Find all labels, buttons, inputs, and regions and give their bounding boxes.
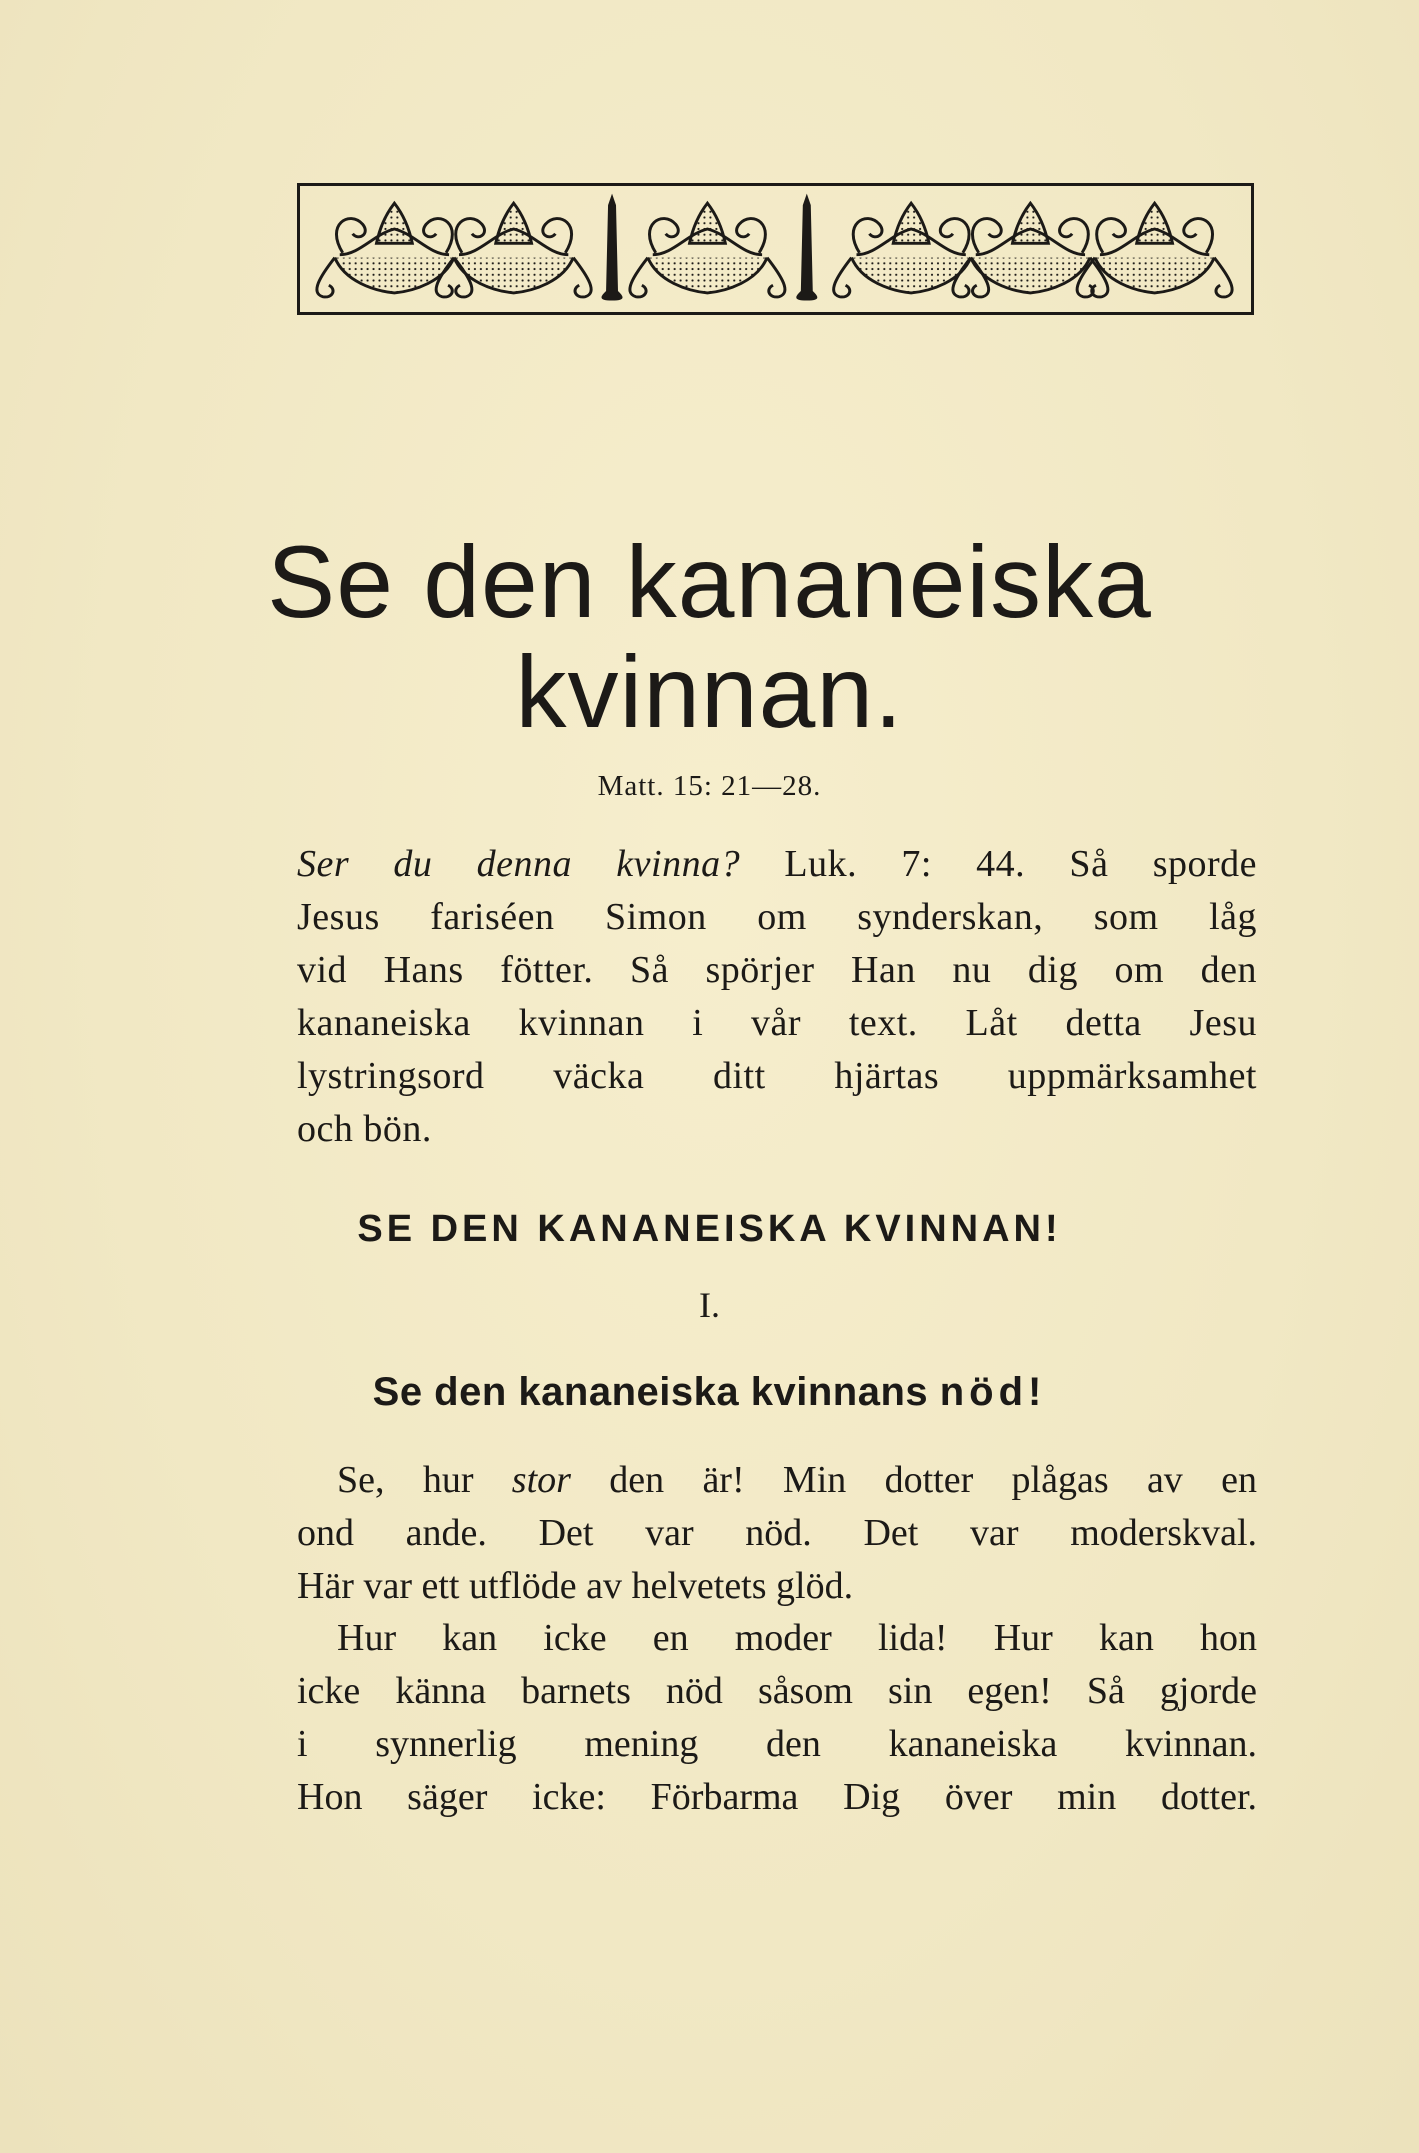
text-line: Hon säger icke: Förbarma Dig över min dotter. (297, 1776, 1257, 1818)
text-line: vid Hans fötter. Så spörjer Han nu dig om den (297, 949, 1257, 991)
text-span: den är! Min dotter plågas av en (570, 1459, 1257, 1501)
lotus-ornament-icon (300, 186, 1251, 312)
ornament-band (297, 183, 1254, 315)
italic-question: Ser du denna kvinna? (297, 843, 741, 885)
text-line (297, 838, 1257, 891)
text-line: Hur kan icke en moder lida! Hur kan hon (337, 1617, 1257, 1659)
subheading-main: Se den kananeiska kvinnans (372, 1370, 940, 1414)
text-span: Se, hur (337, 1459, 512, 1501)
page-title-line-2: kvinnan. (515, 635, 904, 749)
page-title-line-1: Se den kananeiska (267, 525, 1152, 639)
section-number: I. (699, 1285, 720, 1325)
text-line: Jesus fariséen Simon om synderskan, som låg (297, 896, 1257, 938)
text-line: lystringsord väcka ditt hjärtas uppmärksamhet (297, 1055, 1257, 1097)
body-paragraph-2 (297, 1612, 1257, 1824)
subheading (0, 1370, 1419, 1415)
intro-paragraph (297, 838, 1257, 1156)
scripture-reference: Matt. 15: 21—28. (597, 770, 822, 802)
text-line: ond ande. Det var nöd. Det var moderskval. (297, 1512, 1257, 1554)
section-heading: SE DEN KANANEISKA KVINNAN! (357, 1208, 1062, 1250)
text-line: och bön. (297, 1108, 432, 1150)
subheading-emphasis: nöd! (939, 1370, 1047, 1414)
text-line: i synnerlig mening den kananeiska kvinnan. (297, 1723, 1257, 1765)
text-line: Här var ett utflöde av helvetets glöd. (297, 1565, 854, 1607)
body-paragraph-1 (297, 1454, 1257, 1613)
text-span: Luk. 7: 44. Så sporde (740, 843, 1258, 885)
text-line: icke känna barnets nöd såsom sin egen! Så gjorde (297, 1670, 1257, 1712)
text-line: kananeiska kvinnan i vår text. Låt detta Jesu (297, 1002, 1257, 1044)
text-line (297, 1454, 1257, 1507)
italic-word: stor (511, 1459, 571, 1501)
